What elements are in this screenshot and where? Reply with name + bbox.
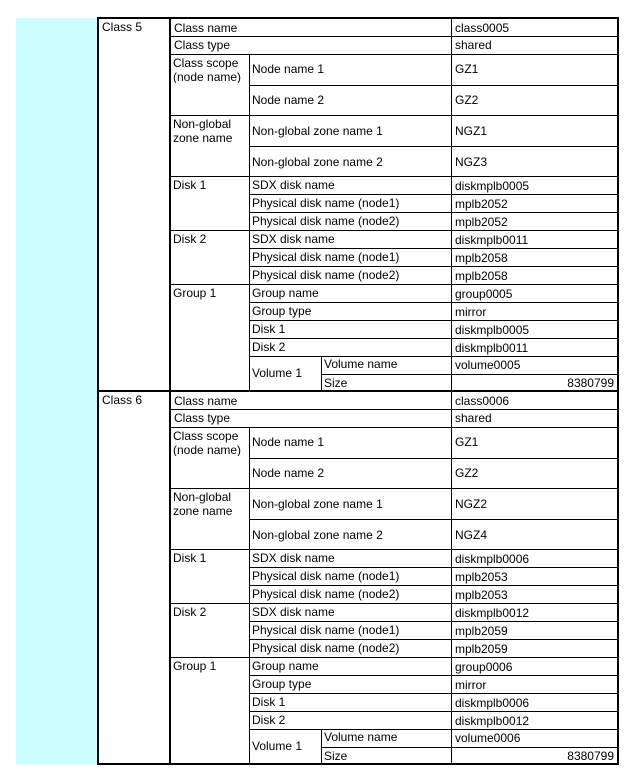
row-line xyxy=(249,85,617,86)
row-line xyxy=(170,176,617,177)
group-type-label: Group type xyxy=(252,677,312,691)
class-name-value: class0006 xyxy=(455,394,510,408)
col-line xyxy=(451,18,452,391)
cyan-margin-column xyxy=(16,18,98,764)
ngz-2-value: NGZ4 xyxy=(455,528,488,542)
row-line xyxy=(321,374,617,375)
node-name-2-label: Node name 2 xyxy=(252,93,325,107)
row-line xyxy=(249,729,617,730)
row-line xyxy=(170,54,617,55)
node-name-1-value: GZ1 xyxy=(455,62,479,76)
disk-2-phys-node1-label: Physical disk name (node1) xyxy=(252,250,400,264)
row-line xyxy=(249,675,617,676)
row-line xyxy=(170,409,617,410)
row-line xyxy=(249,302,617,303)
node-name-1-label: Node name 1 xyxy=(252,62,325,76)
class-name-value: class0005 xyxy=(455,21,510,35)
volume-label: Volume 1 xyxy=(252,366,303,380)
class-type-value: shared xyxy=(455,38,492,52)
group-disk-2-value: diskmplb0011 xyxy=(455,341,529,355)
node-name-2-label: Node name 2 xyxy=(252,466,325,480)
row-line xyxy=(249,338,617,339)
disk-1-phys-node1-value: mplb2052 xyxy=(455,197,508,211)
disk-1-sdx-value: diskmplb0005 xyxy=(455,179,530,193)
col-line xyxy=(321,356,322,391)
row-line xyxy=(170,284,617,285)
node-name-1-value: GZ1 xyxy=(455,435,479,449)
disk-2-phys-node2-value: mplb2059 xyxy=(455,642,508,656)
group-disk-1-label: Disk 1 xyxy=(252,695,286,709)
row-line xyxy=(249,519,617,520)
group-disk-1-value: diskmplb0006 xyxy=(455,696,530,710)
row-line xyxy=(249,212,617,213)
col-line xyxy=(249,54,250,391)
size-value: 8380799 xyxy=(567,749,614,763)
size-label: Size xyxy=(324,749,348,763)
disk-1-phys-node1-value: mplb2053 xyxy=(455,570,508,584)
group-name-value: group0005 xyxy=(455,287,513,301)
class-scope-label: Class scope (node name) xyxy=(173,429,242,456)
size-value: 8380799 xyxy=(567,376,614,390)
group-type-label: Group type xyxy=(252,304,312,318)
row-line xyxy=(249,146,617,147)
ngz-2-value: NGZ3 xyxy=(455,155,488,169)
volume-name-value: volume0006 xyxy=(455,731,521,745)
disk-1-sdx-label: SDX disk name xyxy=(252,551,335,565)
volume-name-label: Volume name xyxy=(324,730,398,744)
group-name-value: group0006 xyxy=(455,660,513,674)
disk-1-phys-node2-value: mplb2053 xyxy=(455,588,508,602)
row-line xyxy=(170,427,617,428)
volume-name-value: volume0005 xyxy=(455,358,521,372)
ngz-label: Non-global zone name xyxy=(173,490,233,518)
row-line xyxy=(170,36,617,37)
class-type-label: Class type xyxy=(174,38,231,52)
group-disk-2-value: diskmplb0012 xyxy=(455,714,530,728)
group-disk-2-label: Disk 2 xyxy=(252,340,286,354)
class-label: Class 5 xyxy=(102,20,143,34)
row-line xyxy=(170,115,617,116)
disk-2-phys-node2-label: Physical disk name (node2) xyxy=(252,268,400,282)
row-line xyxy=(170,488,617,489)
disk-2-phys-node1-value: mplb2059 xyxy=(455,624,508,638)
group-name-label: Group name xyxy=(252,659,319,673)
disk-1-label: Disk 1 xyxy=(173,178,207,192)
volume-name-label: Volume name xyxy=(324,357,398,371)
table-top-border xyxy=(97,17,619,19)
col-line xyxy=(321,729,322,764)
class-name-label: Class name xyxy=(174,394,238,408)
row-line xyxy=(249,194,617,195)
table-bottom-border xyxy=(97,763,619,765)
ngz-label: Non-global zone name xyxy=(173,117,233,145)
row-line xyxy=(249,585,617,586)
class-separator-border xyxy=(97,390,619,392)
disk-2-phys-node1-label: Physical disk name (node1) xyxy=(252,623,400,637)
disk-2-label: Disk 2 xyxy=(173,232,207,246)
group-disk-1-value: diskmplb0005 xyxy=(455,323,530,337)
inner-left-border xyxy=(169,17,171,765)
row-line xyxy=(170,230,617,231)
node-name-2-value: GZ2 xyxy=(455,93,479,107)
disk-1-phys-node2-label: Physical disk name (node2) xyxy=(252,587,400,601)
row-line xyxy=(249,356,617,357)
ngz-1-label: Non-global zone name 1 xyxy=(252,124,383,138)
disk-2-label: Disk 2 xyxy=(173,605,207,619)
disk-1-phys-node1-label: Physical disk name (node1) xyxy=(252,196,400,210)
ngz-1-value: NGZ2 xyxy=(455,497,488,511)
size-label: Size xyxy=(324,376,348,390)
row-line xyxy=(249,711,617,712)
row-line xyxy=(249,458,617,459)
row-line xyxy=(249,320,617,321)
row-line xyxy=(249,639,617,640)
row-line xyxy=(170,603,617,604)
node-name-2-value: GZ2 xyxy=(455,466,479,480)
class-label: Class 6 xyxy=(102,393,143,407)
disk-2-sdx-value: diskmplb0012 xyxy=(455,606,530,620)
disk-2-sdx-label: SDX disk name xyxy=(252,232,335,246)
group-disk-2-label: Disk 2 xyxy=(252,713,286,727)
group-type-value: mirror xyxy=(455,678,487,692)
row-line xyxy=(170,549,617,550)
row-line xyxy=(249,248,617,249)
node-name-1-label: Node name 1 xyxy=(252,435,325,449)
row-line xyxy=(249,266,617,267)
group-name-label: Group name xyxy=(252,286,319,300)
disk-1-phys-node1-label: Physical disk name (node1) xyxy=(252,569,400,583)
disk-1-sdx-value: diskmplb0006 xyxy=(455,552,530,566)
disk-2-phys-node2-value: mplb2058 xyxy=(455,269,508,283)
disk-2-phys-node1-value: mplb2058 xyxy=(455,251,508,265)
class-type-label: Class type xyxy=(174,411,231,425)
ngz-1-value: NGZ1 xyxy=(455,124,488,138)
class-scope-label: Class scope (node name) xyxy=(173,56,242,83)
col-line xyxy=(451,391,452,764)
ngz-2-label: Non-global zone name 2 xyxy=(252,528,383,542)
row-line xyxy=(249,621,617,622)
table-right-border xyxy=(617,17,619,765)
disk-1-phys-node2-value: mplb2052 xyxy=(455,215,508,229)
disk-1-sdx-label: SDX disk name xyxy=(252,178,335,192)
class-type-value: shared xyxy=(455,411,492,425)
table-left-border xyxy=(97,17,99,765)
disk-2-phys-node2-label: Physical disk name (node2) xyxy=(252,641,400,655)
row-line xyxy=(249,693,617,694)
disk-1-phys-node2-label: Physical disk name (node2) xyxy=(252,214,400,228)
class-name-label: Class name xyxy=(174,21,238,35)
disk-2-sdx-label: SDX disk name xyxy=(252,605,335,619)
row-line xyxy=(321,747,617,748)
row-line xyxy=(249,567,617,568)
col-line xyxy=(249,427,250,764)
ngz-2-label: Non-global zone name 2 xyxy=(252,155,383,169)
disk-1-label: Disk 1 xyxy=(173,551,207,565)
group-type-value: mirror xyxy=(455,305,487,319)
row-line xyxy=(170,657,617,658)
volume-label: Volume 1 xyxy=(252,739,303,753)
disk-2-sdx-value: diskmplb0011 xyxy=(455,233,529,247)
ngz-1-label: Non-global zone name 1 xyxy=(252,497,383,511)
group-disk-1-label: Disk 1 xyxy=(252,322,286,336)
group-label: Group 1 xyxy=(173,659,217,673)
group-label: Group 1 xyxy=(173,286,217,300)
